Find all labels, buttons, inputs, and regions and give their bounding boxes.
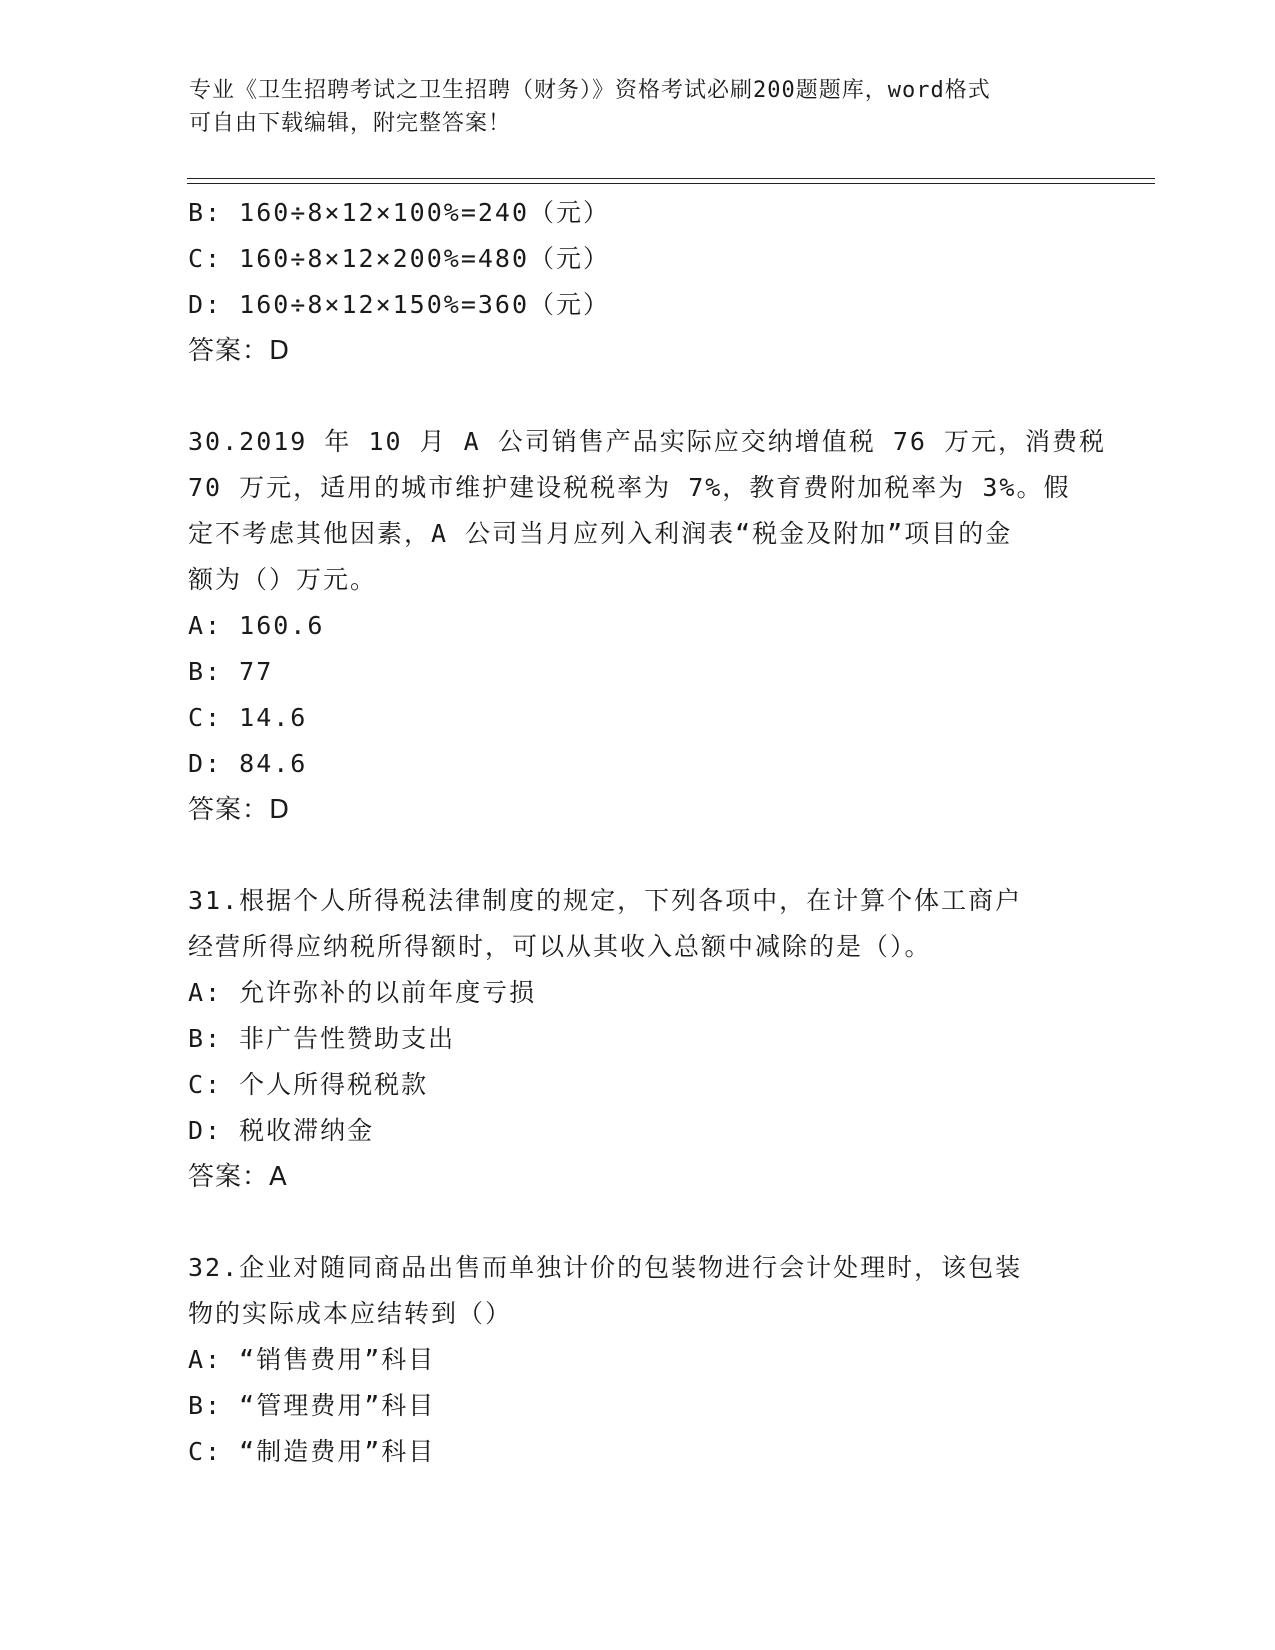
answer-line: 答案：D [188,336,291,366]
option-d: D: 84.6 [188,749,308,778]
question-text-line: 额为（）万元。 [188,565,378,594]
header-rule-bottom [187,183,1155,184]
spacer [188,1200,1088,1245]
question-text-line: 定不考虑其他因素，A 公司当月应列入利润表“税金及附加”项目的金 [188,519,1013,548]
header-line-1: 专业《卫生招聘考试之卫生招聘（财务）》资格考试必刷200题题库，word格式 [189,78,991,103]
question-30 [188,419,1106,833]
option-a: A: 160.6 [188,611,325,640]
option-b: B: 160÷8×12×100%=240（元） [188,198,611,227]
option-c: C: 14.6 [188,703,308,732]
question-31 [188,878,1088,1200]
question-32 [188,1245,1088,1475]
question-text-line: 32.企业对随同商品出售而单独计价的包装物进行会计处理时，该包装 [188,1253,1023,1282]
option-c: C: “制造费用”科目 [188,1437,436,1466]
question-text-line: 物的实际成本应结转到（） [188,1299,513,1328]
option-b: B: 非广告性赞助支出 [188,1024,456,1053]
question-text-line: 30.2019 年 10 月 A 公司销售产品实际应交纳增值税 76 万元，消费税 [188,427,1106,456]
option-a: A: “销售费用”科目 [188,1345,436,1374]
question-text-line: 31.根据个人所得税法律制度的规定，下列各项中，在计算个体工商户 [188,886,1023,915]
option-a: A: 允许弥补的以前年度亏损 [188,978,537,1007]
header-rule-top [187,178,1155,179]
header-line-2: 可自由下载编辑，附完整答案！ [189,111,512,136]
option-c: C: 160÷8×12×200%=480（元） [188,244,611,273]
document-header [189,74,1089,140]
option-d: D: 160÷8×12×150%=360（元） [188,290,611,319]
question-text-line: 70 万元，适用的城市维护建设税税率为 7%，教育费附加税率为 3%。假 [188,473,1071,502]
document-body [188,190,1106,1475]
spacer [188,833,1088,878]
answer-line: 答案：A [188,1162,288,1192]
question-29-continued [188,190,1088,374]
option-d: D: 税收滞纳金 [188,1116,375,1145]
answer-line: 答案：D [188,795,291,825]
option-b: B: “管理费用”科目 [188,1391,436,1420]
spacer [188,374,1088,419]
question-text-line: 经营所得应纳税所得额时，可以从其收入总额中减除的是（）。 [188,932,932,961]
option-c: C: 个人所得税税款 [188,1070,429,1099]
option-b: B: 77 [188,657,274,686]
